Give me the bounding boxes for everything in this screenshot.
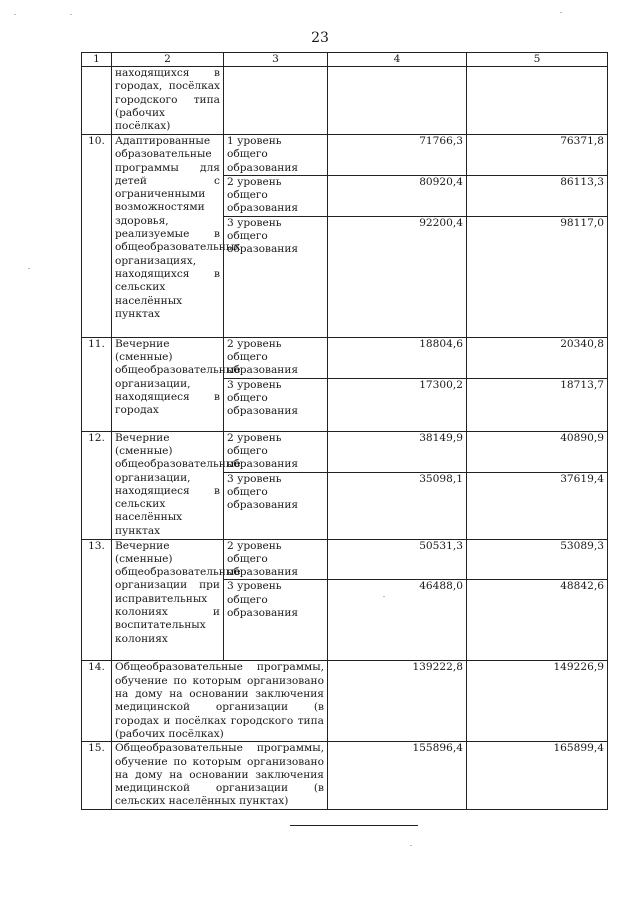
program-name: Вечерние (сменные) общеобразовательные организации, находящиеся в сельских населённых пунктах xyxy=(112,431,224,539)
program-name: Вечерние (сменные) общеобразовательные организации, находящиеся в городах xyxy=(112,337,224,431)
row-number: 13. xyxy=(82,539,112,661)
table-row-13 xyxy=(82,539,608,580)
scan-speck xyxy=(383,596,385,597)
column-header-4: 4 xyxy=(328,53,467,67)
level-label: 3 уровень общего образования xyxy=(224,472,328,539)
value-col4: 155896,4 xyxy=(328,742,467,809)
table-row-11 xyxy=(82,337,608,378)
value-col5 xyxy=(467,67,608,135)
tariff-table xyxy=(81,52,608,810)
table-row-continuation xyxy=(82,67,608,135)
level-cell xyxy=(224,67,328,135)
table-row-15 xyxy=(82,742,608,809)
row-number: 12. xyxy=(82,431,112,539)
header-row xyxy=(82,53,608,67)
value-col4: 71766,3 xyxy=(328,135,467,176)
value-col4 xyxy=(328,67,467,135)
program-name: Общеобразовательные программы, обучение по которым организовано на дому на основании заключения медицинской организации (в городах и посёлках городского типа (рабочих посёлках) xyxy=(112,661,328,742)
column-header-3: 3 xyxy=(224,53,328,67)
row-number: 14. xyxy=(82,661,112,742)
value-col4: 17300,2 xyxy=(328,378,467,431)
program-name: Адаптированные образовательные программы для детей с ограниченными возможностями здоровья, реализуемые в общеобразовательных организациях, находящихся в сельских населённых пунктах xyxy=(112,135,224,338)
row-number xyxy=(82,67,112,135)
scan-speck xyxy=(14,14,16,15)
value-col4: 35098,1 xyxy=(328,472,467,539)
column-header-1: 1 xyxy=(82,53,112,67)
scan-speck xyxy=(560,12,562,13)
value-col5: 18713,7 xyxy=(467,378,608,431)
level-label: 3 уровень общего образования xyxy=(224,216,328,337)
value-col4: 18804,6 xyxy=(328,337,467,378)
value-col4: 80920,4 xyxy=(328,175,467,216)
level-label: 1 уровень общего образования xyxy=(224,135,328,176)
value-col4: 38149,9 xyxy=(328,431,467,472)
table-row-14 xyxy=(82,661,608,742)
value-col4: 50531,3 xyxy=(328,539,467,580)
value-col5: 37619,4 xyxy=(467,472,608,539)
level-label: 2 уровень общего образования xyxy=(224,431,328,472)
value-col5: 20340,8 xyxy=(467,337,608,378)
scan-speck xyxy=(28,268,30,269)
value-col4: 46488,0 xyxy=(328,580,467,661)
value-col4: 139222,8 xyxy=(328,661,467,742)
page-number: 23 xyxy=(311,30,329,46)
value-col5: 165899,4 xyxy=(467,742,608,809)
table-row-12 xyxy=(82,431,608,472)
value-col5: 40890,9 xyxy=(467,431,608,472)
column-header-5: 5 xyxy=(467,53,608,67)
scan-speck xyxy=(410,845,412,846)
table-row-10 xyxy=(82,135,608,176)
program-name: Вечерние (сменные) общеобразовательные организации при исправительных колониях и воспитательных колониях xyxy=(112,539,224,661)
row-number: 11. xyxy=(82,337,112,431)
value-col4: 92200,4 xyxy=(328,216,467,337)
row-number: 10. xyxy=(82,135,112,338)
program-name: находящихся в городах, посёлках городского типа (рабочих посёлках) xyxy=(112,67,224,135)
level-label: 2 уровень общего образования xyxy=(224,175,328,216)
level-label: 2 уровень общего образования xyxy=(224,539,328,580)
column-header-2: 2 xyxy=(112,53,224,67)
footer-divider xyxy=(290,825,418,826)
value-col5: 86113,3 xyxy=(467,175,608,216)
program-name: Общеобразовательные программы, обучение по которым организовано на дому на основании заключения медицинской организации (в сельских населённых пунктах) xyxy=(112,742,328,809)
value-col5: 48842,6 xyxy=(467,580,608,661)
value-col5: 76371,8 xyxy=(467,135,608,176)
value-col5: 53089,3 xyxy=(467,539,608,580)
value-col5: 149226,9 xyxy=(467,661,608,742)
level-label: 3 уровень общего образования xyxy=(224,378,328,431)
level-label: 3 уровень общего образования xyxy=(224,580,328,661)
value-col5: 98117,0 xyxy=(467,216,608,337)
scan-speck xyxy=(70,14,72,15)
row-number: 15. xyxy=(82,742,112,809)
level-label: 2 уровень общего образования xyxy=(224,337,328,378)
